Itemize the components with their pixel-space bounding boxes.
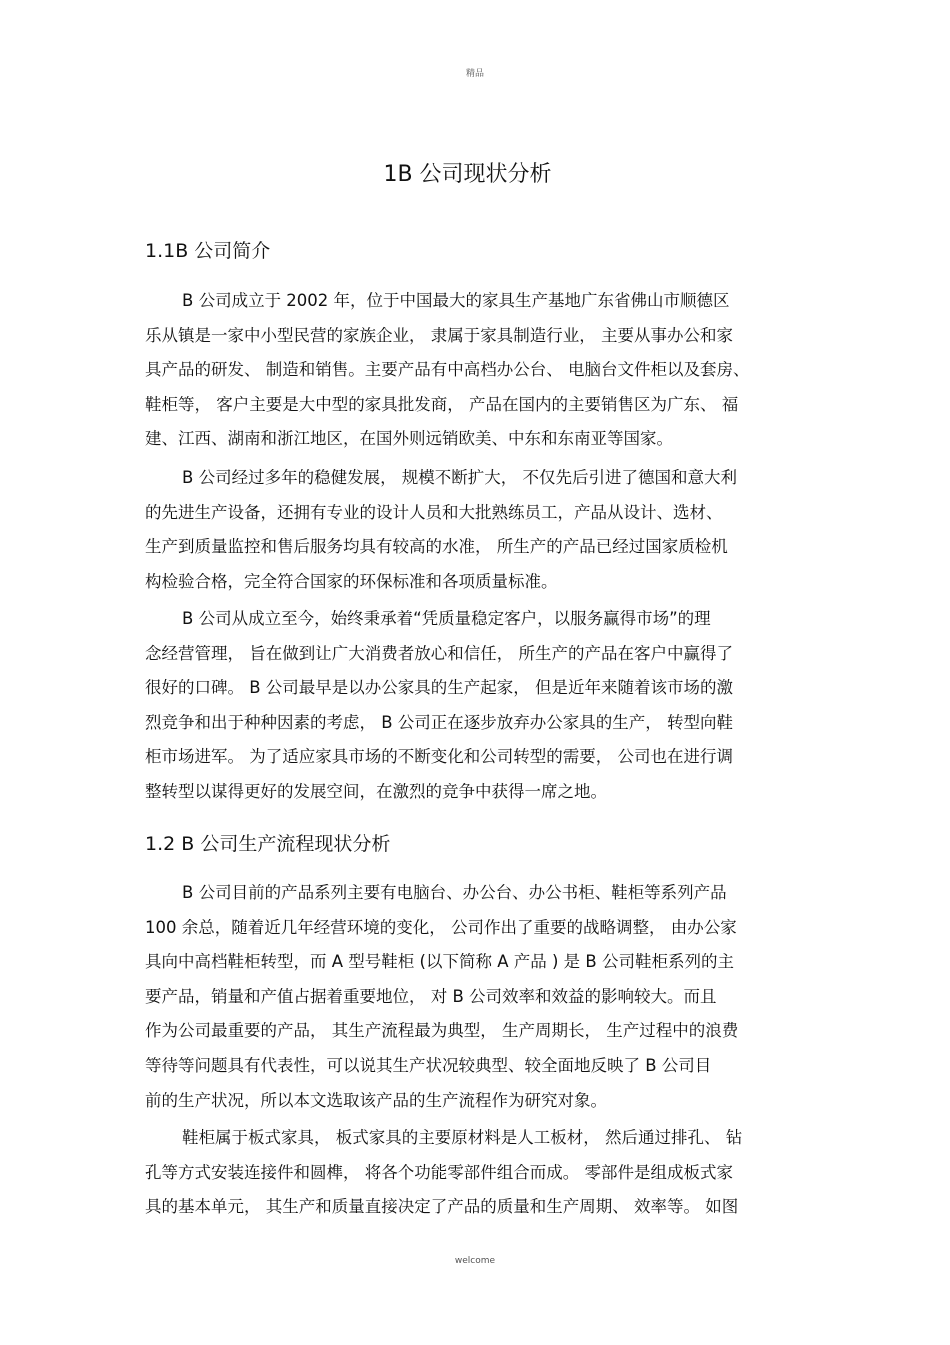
paragraph-line: B 公司从成立至今，始终秉承着“凭质量稳定客户，以服务赢得市场”的理 <box>182 609 711 628</box>
paragraph-line: 要产品，销量和产值占据着重要地位， 对 B 公司效率和效益的影响较大。而且 <box>145 986 717 1006</box>
paragraph-line: 烈竞争和出于种种因素的考虑， B 公司正在逐步放弃办公家具的生产， 转型向鞋 <box>145 712 734 732</box>
paragraph-line: 乐从镇是一家中小型民营的家族企业， 隶属于家具制造行业， 主要从事办公和家 <box>145 325 733 345</box>
paragraph-line: 鞋柜等， 客户主要是大中型的家具批发商， 产品在国内的主要销售区为广东、 福 <box>145 394 739 414</box>
section-heading-company-profile: 1.1B 公司简介 <box>145 240 271 262</box>
paragraph-line: 建、江西、湖南和浙江地区，在国外则远销欧美、中东和东南亚等国家。 <box>145 429 673 449</box>
paragraph-line: B 公司目前的产品系列主要有电脑台、办公台、办公书柜、鞋柜等系列产品 <box>182 883 727 902</box>
paragraph-line: 构检验合格，完全符合国家的环保标准和各项质量标准。 <box>145 571 558 591</box>
paragraph-line: 鞋柜属于板式家具， 板式家具的主要原材料是人工板材， 然后通过排孔、 钻 <box>182 1128 743 1147</box>
paragraph-3 <box>145 602 805 810</box>
header-watermark: 精品 <box>465 69 484 79</box>
paragraph-4 <box>145 876 805 1118</box>
paragraph-line: B 公司成立于 2002 年，位于中国最大的家具生产基地广东省佛山市顺德区 <box>182 291 730 310</box>
paragraph-line: 整转型以谋得更好的发展空间，在激烈的竞争中获得一席之地。 <box>145 781 607 801</box>
paragraph-line: 具的基本单元， 其生产和质量直接决定了产品的质量和生产周期、 效率等。 如图 <box>145 1197 739 1217</box>
paragraph-1 <box>145 284 805 457</box>
paragraph-line: 具产品的研发、 制造和销售。主要产品有中高档办公台、 电脑台文件柜以及套房、 <box>145 360 750 380</box>
paragraph-line: 作为公司最重要的产品， 其生产流程最为典型， 生产周期长， 生产过程中的浪费 <box>145 1021 739 1041</box>
paragraph-line: 的先进生产设备，还拥有专业的设计人员和大批熟练员工，产品从设计、选材、 <box>145 502 723 522</box>
paragraph-line: 等待等问题具有代表性，可以说其生产状况较典型、较全面地反映了 B 公司目 <box>145 1055 712 1075</box>
paragraph-line: 柜市场进军。 为了适应家具市场的不断变化和公司转型的需要， 公司也在进行调 <box>145 747 733 767</box>
section-heading-production-process: 1.2 B 公司生产流程现状分析 <box>145 833 391 855</box>
paragraph-line: 生产到质量监控和售后服务均具有较高的水准， 所生产的产品已经过国家质检机 <box>145 537 728 557</box>
paragraph-2 <box>145 461 805 599</box>
paragraph-line: 100 余总，随着近几年经营环境的变化， 公司作出了重要的战略调整， 由办公家 <box>145 917 737 937</box>
document-title: 1B 公司现状分析 <box>383 162 552 187</box>
paragraph-line: 孔等方式安装连接件和圆榫， 将各个功能零部件组合而成。 零部件是组成板式家 <box>145 1162 733 1182</box>
paragraph-line: 念经营管理， 旨在做到让广大消费者放心和信任， 所生产的产品在客户中赢得了 <box>145 643 733 663</box>
paragraph-line: 具向中高档鞋柜转型，而 A 型号鞋柜 (以下简称 A 产品 ) 是 B 公司鞋柜系列的主 <box>145 952 734 972</box>
paragraph-line: 前的生产状况，所以本文选取该产品的生产流程作为研究对象。 <box>145 1090 607 1110</box>
paragraph-line: 很好的口碑。 B 公司最早是以办公家具的生产起家， 但是近年来随着该市场的激 <box>145 678 734 698</box>
footer-watermark: welcome <box>454 1256 496 1266</box>
paragraph-line: B 公司经过多年的稳健发展， 规模不断扩大， 不仅先后引进了德国和意大利 <box>182 468 738 487</box>
paragraph-5 <box>145 1121 805 1225</box>
